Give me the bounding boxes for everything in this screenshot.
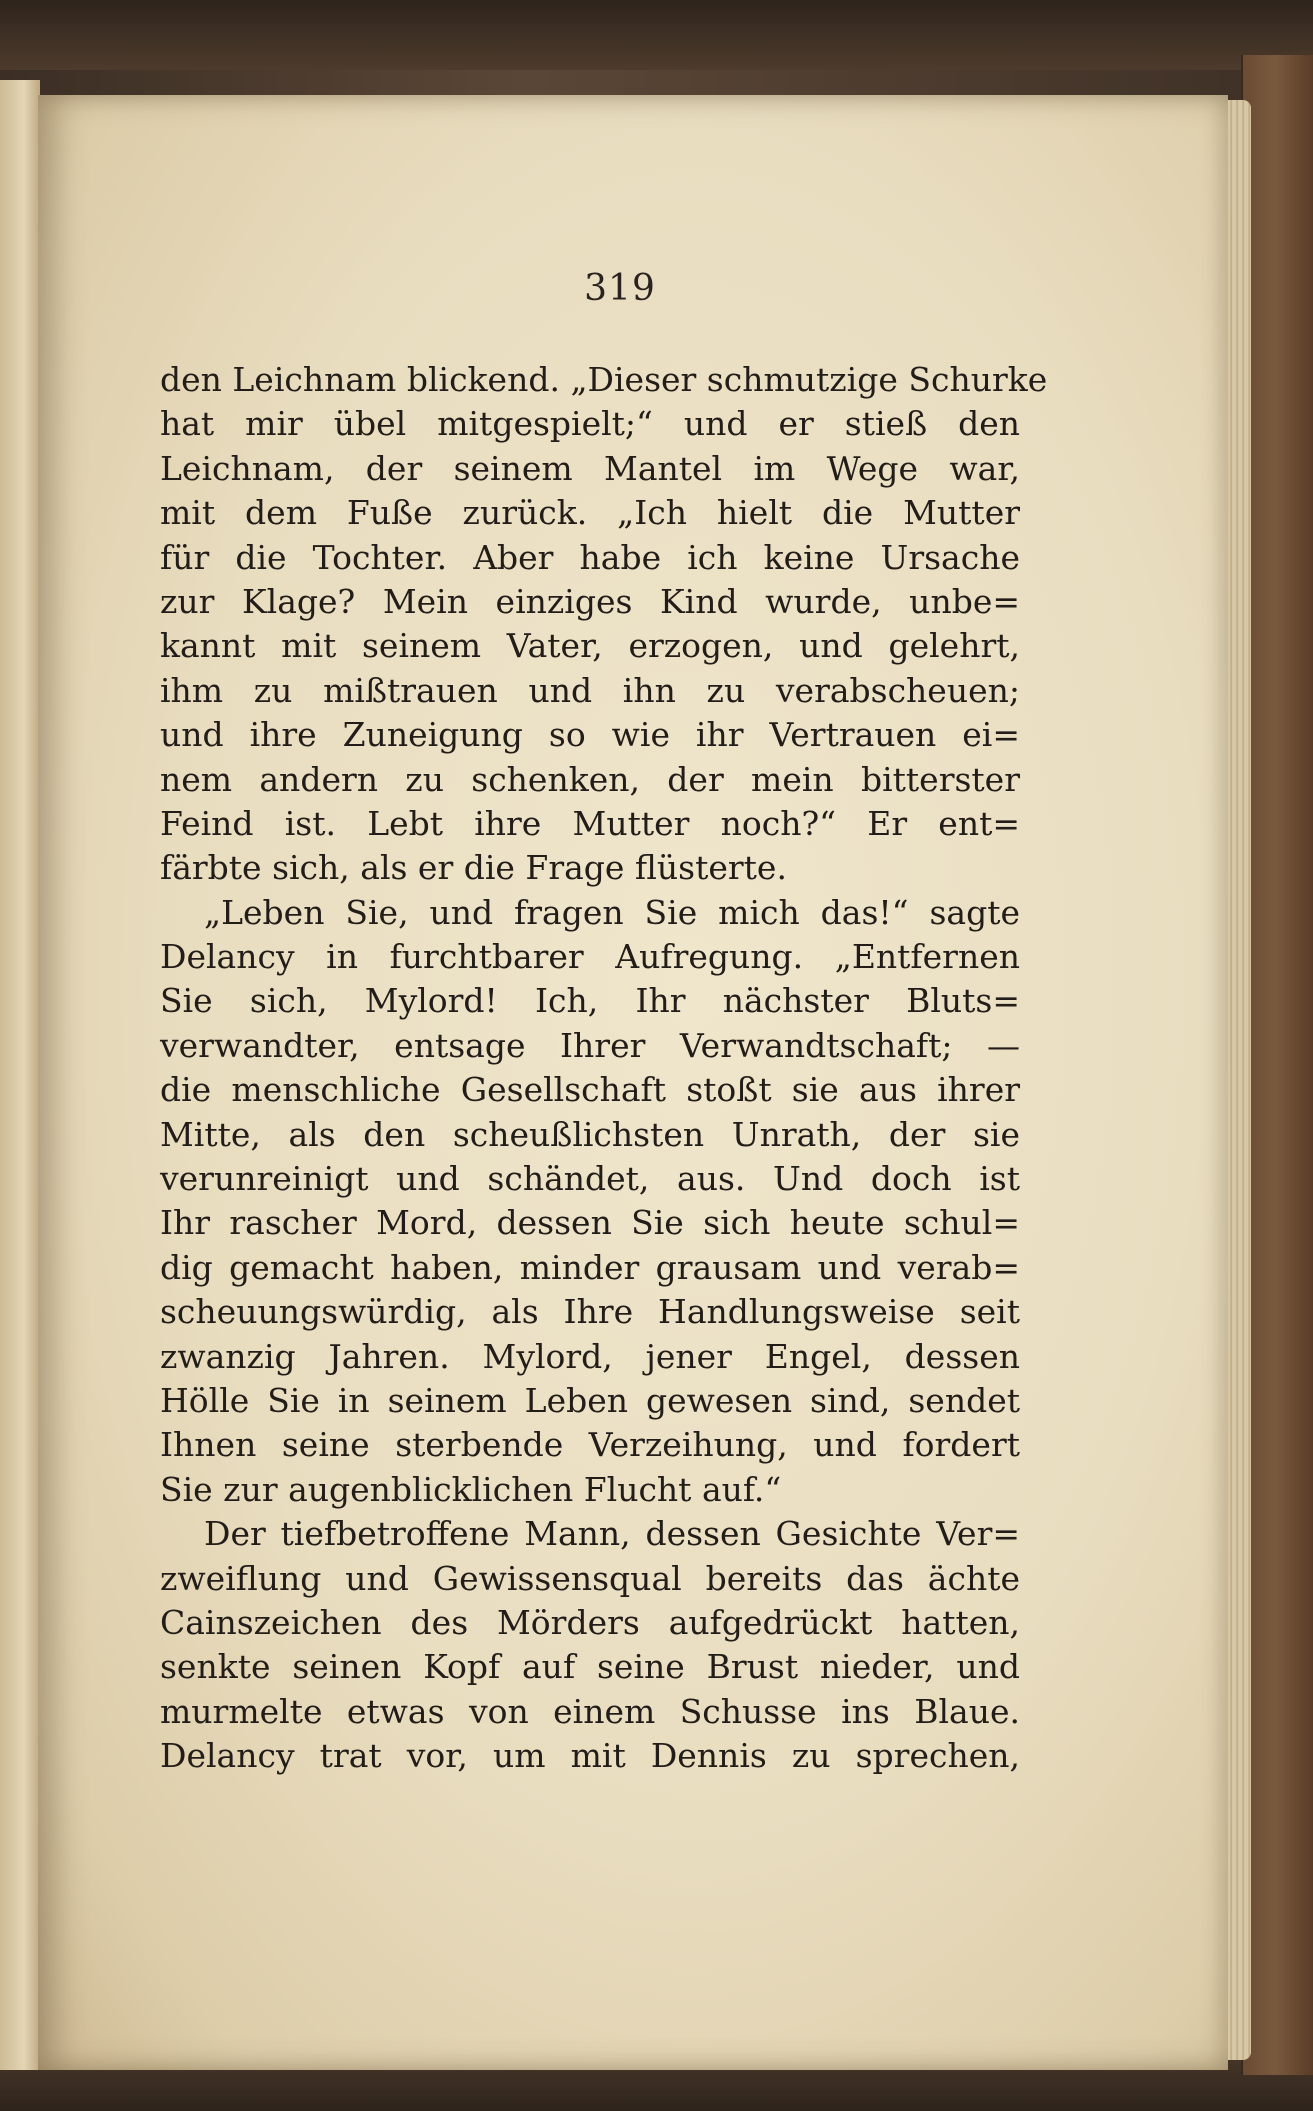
text-line: dig gemacht haben, minder grausam und verab= — [160, 1247, 1020, 1287]
text-line: kannt mit seinem Vater, erzogen, und gelehrt, — [160, 626, 1020, 666]
text-line: Sie sich, Mylord! Ich, Ihr nächster Bluts= — [160, 981, 1020, 1021]
text-line: Feind ist. Lebt ihre Mutter noch?“ Er ent= — [160, 803, 1020, 843]
text-line: Delancy in furchtbarer Aufregung. „Entfernen — [160, 937, 1020, 977]
text-line: die menschliche Gesellschaft stoßt sie aus ihrer — [160, 1070, 1020, 1110]
text-line: Der tiefbetroffene Mann, dessen Gesichte Ver= — [204, 1514, 1020, 1554]
text-line: nem andern zu schenken, der mein bitterster — [160, 759, 1020, 799]
text-line: Ihr rascher Mord, dessen Sie sich heute schul= — [160, 1203, 1020, 1243]
text-line: und ihre Zuneigung so wie ihr Vertrauen ei= — [160, 715, 1020, 755]
body-text — [160, 358, 1048, 1779]
text-line: Hölle Sie in seinem Leben gewesen sind, sendet — [160, 1380, 1020, 1420]
text-line: verunreinigt und schändet, aus. Und doch ist — [160, 1159, 1020, 1199]
text-line: ihm zu mißtrauen und ihn zu verabscheuen; — [160, 670, 1020, 710]
text-line: zur Klage? Mein einziges Kind wurde, unbe= — [160, 581, 1020, 621]
text-line: senkte seinen Kopf auf seine Brust nieder, und — [160, 1647, 1020, 1687]
text-line: zweiflung und Gewissensqual bereits das ächte — [160, 1558, 1020, 1598]
text-line: Delancy trat vor, um mit Dennis zu sprechen, — [160, 1736, 1020, 1776]
text-line: Sie zur augenblicklichen Flucht auf.“ — [160, 1469, 782, 1509]
text-line: den Leichnam blickend. „Dieser schmutzige Schurke — [160, 360, 1048, 399]
text-line: für die Tochter. Aber habe ich keine Ursache — [160, 537, 1020, 577]
text-line: „Leben Sie, und fragen Sie mich das!“ sagte — [204, 892, 1020, 932]
text-line: scheuungswürdig, als Ihre Handlungsweise seit — [160, 1292, 1020, 1332]
text-line: mit dem Fuße zurück. „Ich hielt die Mutter — [160, 493, 1020, 533]
page-number: 319 — [584, 268, 656, 309]
book-cover-right-edge — [1241, 55, 1313, 2075]
text-line: Ihnen seine sterbende Verzeihung, und fordert — [160, 1425, 1020, 1465]
facing-page-edge — [0, 80, 40, 2070]
text-line: Leichnam, der seinem Mantel im Wege war, — [160, 448, 1020, 488]
text-line: verwandter, entsage Ihrer Verwandtschaft; — — [160, 1025, 1020, 1065]
text-line: zwanzig Jahren. Mylord, jener Engel, dessen — [160, 1336, 1020, 1376]
text-line: färbte sich, als er die Frage flüsterte. — [160, 848, 787, 888]
book-cover-top-edge — [0, 0, 1313, 70]
text-line: hat mir übel mitgespielt;“ und er stieß den — [160, 404, 1020, 444]
text-line: Cainszeichen des Mörders aufgedrückt hatten, — [160, 1602, 1020, 1642]
text-line: Mitte, als den scheußlichsten Unrath, der sie — [160, 1114, 1020, 1154]
text-line: murmelte etwas von einem Schusse ins Blaue. — [160, 1691, 1020, 1731]
